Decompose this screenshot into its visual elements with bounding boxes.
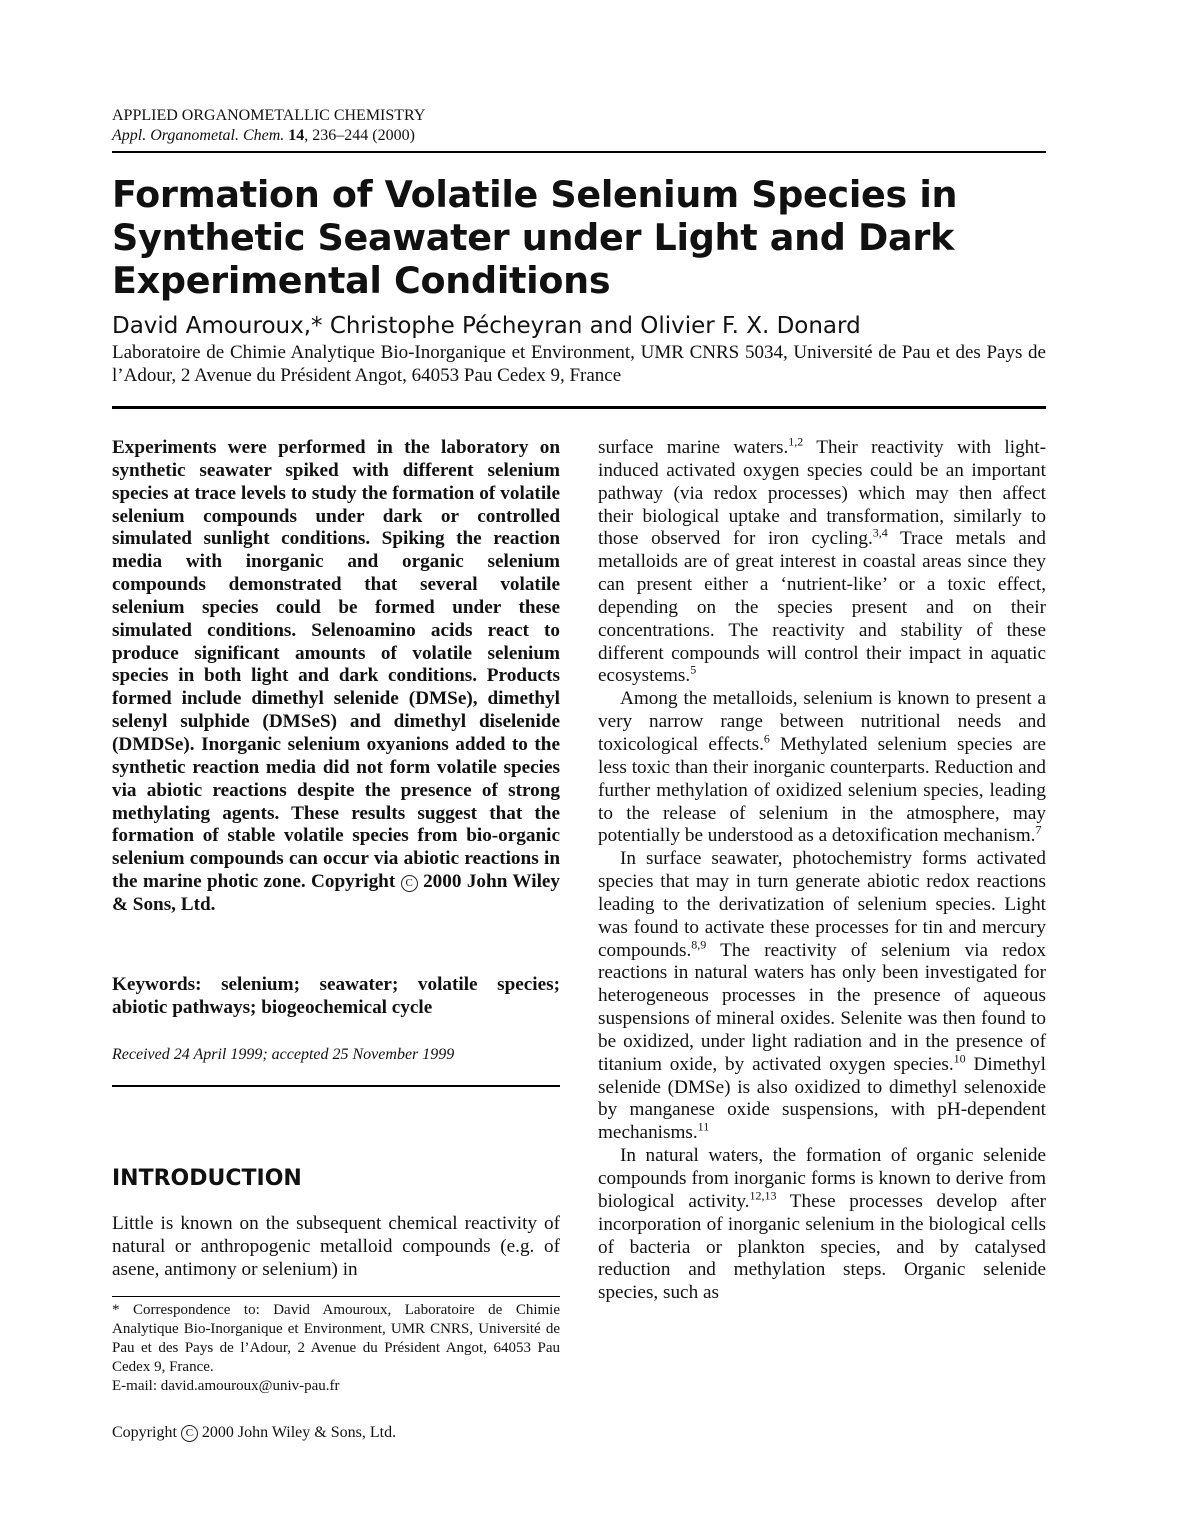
right-column-body [598, 434, 1046, 1305]
page-copyright [112, 1423, 396, 1443]
text-run: In surface seawater, photochemistry forms activated species that may in turn generate abiotic redox reactions leading to the derivatization of selenium species. Light was found to activate these processes for tin and mercury compounds. [598, 848, 1046, 961]
copyright-symbol: C [401, 875, 418, 892]
correspondence-footnote [112, 1301, 560, 1396]
copyright-symbol: C [181, 1425, 198, 1442]
text-run: Trace metals and metalloids are of great interest in coastal areas since they can present either a ‘nutrient-like’ or a toxic effect, depending on the species present and on their concentrations. The reactivity and stability of these different compounds will control their impact in aquatic ecosystems. [598, 528, 1046, 687]
citation: 8,9 [691, 937, 707, 952]
text-run: surface marine waters. [598, 437, 789, 458]
journal-pages-year: , 236–244 (2000) [304, 127, 415, 144]
citation: 7 [1035, 822, 1042, 837]
citation: 3,4 [872, 525, 888, 540]
footnote-text: * Correspondence to: David Amouroux, Laboratoire de Chimie Analytique Bio-Inorganique et Environment, UMR CNRS, Université de Pau et des Pays de l’Adour, 2 Avenue du Président Angot, 64053 Pau Cedex 9, France. [112, 1302, 560, 1375]
journal-name: APPLIED ORGANOMETALLIC CHEMISTRY [112, 107, 426, 124]
citation: 1,2 [788, 434, 804, 449]
citation: 6 [763, 731, 770, 746]
paragraph [598, 688, 1046, 848]
paragraph [598, 434, 1046, 688]
abstract-rule [112, 1085, 560, 1087]
keywords: Keywords: selenium; seawater; volatile species; abiotic pathways; biogeochemical cycle [112, 974, 560, 1018]
journal-citation [112, 126, 425, 146]
citation: 10 [953, 1051, 966, 1066]
article-authors: David Amouroux,* Christophe Pécheyran and Olivier F. X. Donard [112, 313, 861, 339]
footnote-email: E-mail: david.amouroux@univ-pau.fr [112, 1378, 340, 1394]
citation: 11 [697, 1119, 710, 1134]
article-title: Formation of Volatile Selenium Species in Synthetic Seawater under Light and Dark Experimental Conditions [112, 173, 958, 302]
text-run: These processes develop after incorporation of inorganic selenium in the biological cells of bacteria or plankton species, and by catalysed reduction and methylation steps. Organic selenide species, such as [598, 1190, 1046, 1304]
received-dates: Received 24 April 1999; accepted 25 November 1999 [112, 1046, 455, 1063]
introduction-text: Little is known on the subsequent chemical reactivity of natural or anthropogenic metalloid compounds (e.g. of asene, antimony or selenium) in [112, 1213, 560, 1280]
text-run: In natural waters, the formation of organic selenide compounds from inorganic forms is known to derive from biological activity. [598, 1145, 1046, 1212]
text-run: Their reactivity with light-induced activated oxygen species could be an important pathway (via redox processes) which may then affect their biological uptake and transformation, similarly to those observed for iron cycling. [598, 437, 1046, 550]
paragraph [598, 1145, 1046, 1305]
journal-abbrev: Appl. Organometal. Chem. [112, 127, 285, 144]
abstract-text: Experiments were performed in the laboratory on synthetic seawater spiked with different selenium species at trace levels to study the formation of volatile selenium compounds under dark or controlled simulated sunlight conditions. Spiking the reaction media with inorganic and organic selenium compounds demonstrated that several volatile selenium species could be formed under these simulated conditions. Selenoamino acids react to produce significant amounts of volatile selenium species in both light and dark conditions. Products formed include dimethyl selenide (DMSe), dimethyl selenyl sulphide (DMSeS) and dimethyl diselenide (DMDSe). Inorganic selenium oxyanions added to the synthetic reaction media did not form volatile species via abiotic reactions despite the presence of strong methylating agents. These results suggest that the formation of stable volatile species from bio-organic selenium compounds can occur via abiotic reactions in the marine photic zone. Copyright [112, 437, 560, 893]
header-rule [112, 151, 1046, 153]
copyright-prefix: Copyright [112, 1424, 177, 1441]
footnote-rule [112, 1296, 560, 1297]
text-run: Among the metalloids, selenium is known to present a very narrow range between nutritional needs and toxicological effects. [598, 688, 1046, 755]
citation: 5 [690, 663, 697, 678]
copyright-tail: 2000 John Wiley & Sons, Ltd. [201, 1424, 397, 1441]
citation: 12,13 [749, 1188, 777, 1203]
journal-volume: 14 [288, 127, 305, 144]
text-run: The reactivity of selenium via redox reactions in natural waters has only been investigated for heterogeneous processes in the presence of aqueous suspensions of mineral oxides. Selenite was then found to be oxidized, under light radiation and in the presence of titanium oxide, by activated oxygen species. [598, 939, 1046, 1075]
journal-header [112, 106, 425, 146]
text-run: Methylated selenium species are less toxic than their inorganic counterparts. Reduction and further methylation of oxidized selenium species, leading to the release of selenium in the atmosphere, may potentially be understood as a detoxification mechanism. [598, 733, 1046, 847]
abstract-copyright: 2000 John Wiley & Sons, Ltd. [112, 871, 561, 915]
abstract [112, 437, 560, 917]
section-heading-introduction: INTRODUCTION [112, 1166, 302, 1191]
title-rule [112, 406, 1046, 409]
text-run: Dimethyl selenide (DMSe) is also oxidized to dimethyl selenoxide by manganese oxide suspensions, with pH-dependent mechanisms. [598, 1053, 1046, 1144]
paragraph [598, 848, 1046, 1145]
article-affiliation: Laboratoire de Chimie Analytique Bio-Inorganique et Environment, UMR CNRS 5034, Université de Pau et des Pays de l’Adour, 2 Avenue du Président Angot, 64053 Pau Cedex 9, France [112, 342, 1046, 386]
